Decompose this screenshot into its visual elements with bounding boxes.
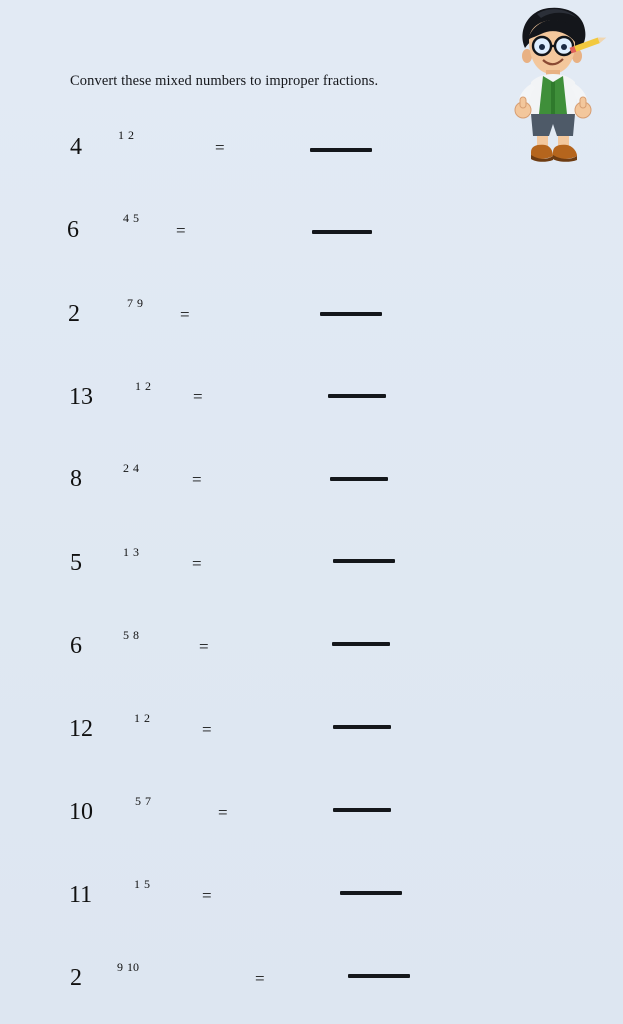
fraction bbox=[106, 459, 156, 477]
answer-blank[interactable] bbox=[340, 891, 402, 895]
answer-blank[interactable] bbox=[328, 394, 386, 398]
denominator: 2 bbox=[144, 711, 150, 725]
fraction bbox=[118, 377, 168, 395]
numerator: 1 bbox=[134, 877, 140, 891]
problem-row bbox=[0, 608, 623, 691]
problem-row bbox=[0, 940, 623, 1023]
numerator: 5 bbox=[135, 794, 141, 808]
equals-sign: = bbox=[192, 554, 202, 573]
denominator: 9 bbox=[137, 296, 143, 310]
denominator: 8 bbox=[133, 628, 139, 642]
numerator: 7 bbox=[127, 296, 133, 310]
numerator: 1 bbox=[123, 545, 129, 559]
whole-number: 6 bbox=[67, 217, 79, 243]
equals-sign: = bbox=[176, 221, 186, 240]
denominator: 7 bbox=[145, 794, 151, 808]
equals-sign: = bbox=[255, 969, 265, 988]
whole-number: 2 bbox=[70, 965, 82, 991]
instructions-text: Convert these mixed numbers to improper fractions. bbox=[70, 73, 379, 89]
equals-sign: = bbox=[192, 470, 202, 489]
denominator: 10 bbox=[127, 960, 139, 974]
denominator: 2 bbox=[145, 379, 151, 393]
denominator: 2 bbox=[128, 128, 134, 142]
numerator: 1 bbox=[134, 711, 140, 725]
numerator: 1 bbox=[118, 128, 124, 142]
whole-number: 2 bbox=[68, 301, 80, 327]
answer-blank[interactable] bbox=[312, 230, 372, 234]
whole-number: 10 bbox=[69, 799, 93, 825]
answer-blank[interactable] bbox=[310, 148, 372, 152]
denominator: 4 bbox=[133, 461, 139, 475]
problem-row bbox=[0, 359, 623, 442]
numerator: 2 bbox=[123, 461, 129, 475]
whole-number: 8 bbox=[70, 466, 82, 492]
equals-sign: = bbox=[202, 720, 212, 739]
equals-sign: = bbox=[218, 803, 228, 822]
problem-row bbox=[0, 442, 623, 525]
whole-number: 13 bbox=[69, 384, 93, 410]
problem-row bbox=[0, 193, 623, 276]
fraction bbox=[118, 792, 168, 810]
whole-number: 4 bbox=[70, 134, 82, 160]
whole-number: 6 bbox=[70, 633, 82, 659]
answer-blank[interactable] bbox=[333, 559, 395, 563]
problem-list bbox=[0, 110, 623, 1023]
problem-row bbox=[0, 110, 623, 193]
numerator: 5 bbox=[123, 628, 129, 642]
equals-sign: = bbox=[202, 886, 212, 905]
fraction bbox=[117, 875, 167, 893]
whole-number: 5 bbox=[70, 550, 82, 576]
whole-number: 12 bbox=[69, 716, 93, 742]
answer-blank[interactable] bbox=[348, 974, 410, 978]
problem-row bbox=[0, 857, 623, 940]
numerator: 9 bbox=[117, 960, 123, 974]
fraction bbox=[106, 209, 156, 227]
fraction bbox=[106, 543, 156, 561]
equals-sign: = bbox=[193, 387, 203, 406]
whole-number: 11 bbox=[69, 882, 93, 908]
denominator: 3 bbox=[133, 545, 139, 559]
fraction bbox=[110, 294, 160, 312]
answer-blank[interactable] bbox=[320, 312, 382, 316]
answer-blank[interactable] bbox=[333, 808, 391, 812]
problem-row bbox=[0, 691, 623, 774]
numerator: 4 bbox=[123, 211, 129, 225]
answer-blank[interactable] bbox=[330, 477, 388, 481]
fraction bbox=[106, 626, 156, 644]
fraction bbox=[101, 126, 151, 144]
denominator: 5 bbox=[144, 877, 150, 891]
problem-row bbox=[0, 525, 623, 608]
numerator: 1 bbox=[135, 379, 141, 393]
problem-row bbox=[0, 774, 623, 857]
fraction bbox=[103, 958, 153, 976]
equals-sign: = bbox=[199, 637, 209, 656]
fraction bbox=[117, 709, 167, 727]
problem-row bbox=[0, 276, 623, 359]
equals-sign: = bbox=[180, 305, 190, 324]
denominator: 5 bbox=[133, 211, 139, 225]
answer-blank[interactable] bbox=[333, 725, 391, 729]
answer-blank[interactable] bbox=[332, 642, 390, 646]
equals-sign: = bbox=[215, 138, 225, 157]
